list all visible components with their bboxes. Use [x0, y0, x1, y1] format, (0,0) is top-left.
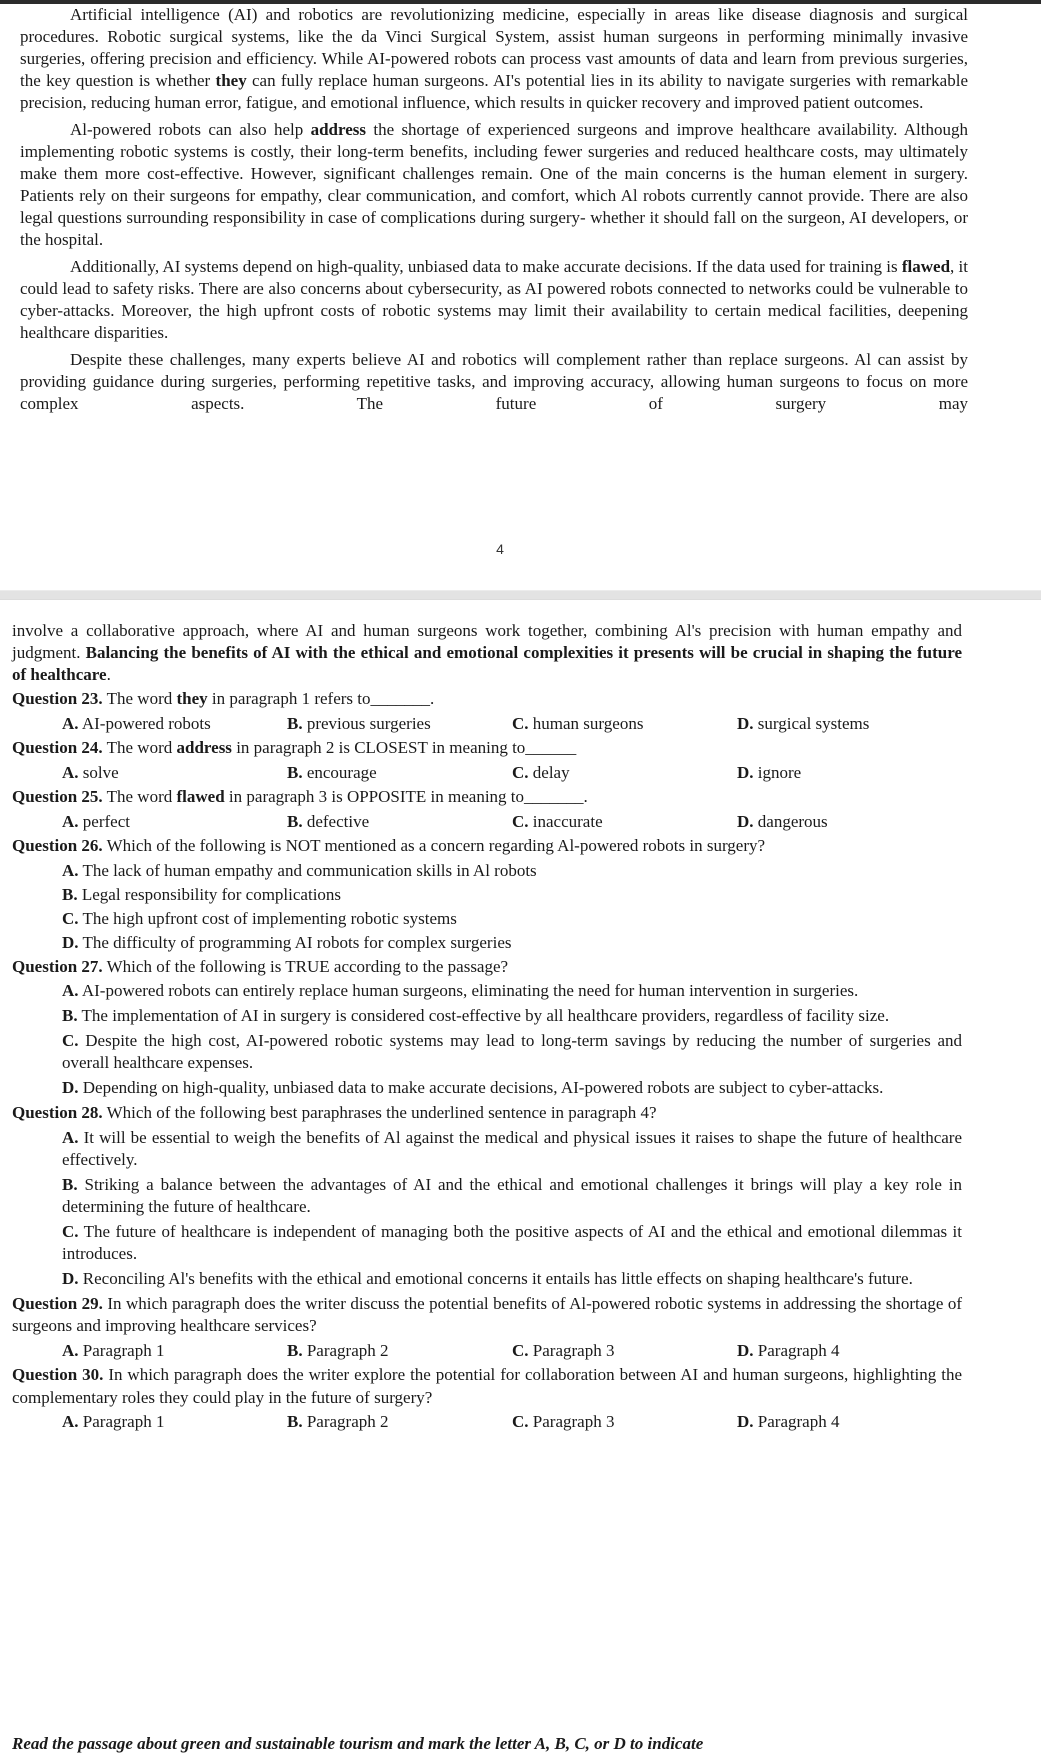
page-4: [20, 4, 968, 420]
keyword-flawed: flawed: [901, 257, 951, 276]
question-number: Question 27.: [12, 956, 103, 976]
option-b[interactable]: B. Paragraph 2: [287, 1412, 389, 1431]
option-a[interactable]: A. solve: [62, 762, 119, 782]
option-a[interactable]: A. It will be essential to weigh the benefits of Al against the medical and physical issues it raises to shape the future of healthcare effectively.: [62, 1127, 962, 1169]
option-b[interactable]: B. Paragraph 2: [287, 1340, 389, 1360]
keyword-address: address: [310, 120, 367, 139]
question-number: Question 25.: [12, 787, 103, 806]
option-a[interactable]: A. perfect: [62, 811, 130, 831]
option-a[interactable]: A. AI-powered robots: [62, 713, 211, 733]
options-row: [62, 811, 962, 834]
question-28: Question 28. Which of the following best paraphrases the underlined sentence in paragraph 4? A. It will be essential to weigh the benefits of Al against the medical and physical issues it raises to shape the future of healthcare effectively. B. Striking a balance between the advantages of AI and the ethical and emotional challenges it brings will play a key role in determining the future of healthcare. C. The future of healthcare is independent of managing both the positive aspects of AI and the ethical and emotional dilemmas it introduces. D. Reconciling Al's benefits with the ethical and emotional concerns it entails has little effects on shaping healthcare's future.: [12, 1103, 962, 1288]
option-c[interactable]: C. Paragraph 3: [512, 1412, 615, 1431]
question-number: Question 29.: [12, 1293, 103, 1313]
paragraph-2: Al-powered robots can also help address the shortage of experienced surgeons and improve healthcare availability. Although implementing robotic systems is costly, their long-term benefits, including fewer surgeries and reduced healthcare costs, may ultimately make them more cost-effective. However, significant challenges remain. One of the main concerns is the human element in surgery. Patients rely on their surgeons for empathy, clear communication, and comfort, which Al robots currently cannot provide. There are also legal questions surrounding responsibility in case of complications during surgery- whether it should fall on the surgeon, AI developers, or the hospital.: [20, 120, 968, 249]
question-number: Question 28.: [12, 1103, 103, 1122]
paragraph-4: Despite these challenges, many experts believe AI and robotics will complement rather than replace surgeons. Al can assist by providing guidance during surgeries, performing repetitive tasks, and improving accuracy, allowing human surgeons to focus on more complex aspects. The future of surgery may: [20, 350, 968, 413]
option-b[interactable]: B. previous surgeries: [287, 713, 431, 733]
option-c[interactable]: C. Despite the high cost, AI-powered robotic systems may lead to long-term savings by reducing the number of surgeries and overall healthcare expenses.: [62, 1031, 962, 1072]
option-d[interactable]: D. dangerous: [737, 811, 828, 831]
question-24: Question 24. The word address in paragraph 2 is CLOSEST in meaning to______ A. solve B. encourage C. delay D. ignore: [12, 737, 962, 784]
option-c[interactable]: C. human surgeons: [512, 713, 644, 733]
option-a[interactable]: A. AI-powered robots can entirely replace human surgeons, eliminating the need for human intervention in surgeries.: [62, 981, 859, 1000]
options-row: [62, 1411, 962, 1434]
option-d[interactable]: D. surgical systems: [737, 713, 870, 733]
option-d[interactable]: D. Depending on high-quality, unbiased data to make accurate decisions, AI-powered robots are subject to cyber-attacks.: [62, 1078, 884, 1097]
question-number: Question 23.: [12, 689, 103, 708]
option-c[interactable]: C. delay: [512, 762, 570, 782]
option-d[interactable]: D. Paragraph 4: [737, 1412, 840, 1431]
option-b[interactable]: B. Striking a balance between the advantages of AI and the ethical and emotional challenges it brings will play a key role in determining the future of healthcare.: [62, 1174, 962, 1216]
option-c[interactable]: C. The future of healthcare is independent of managing both the positive aspects of AI and the ethical and emotional dilemmas it introduces.: [62, 1221, 962, 1263]
option-d[interactable]: D. Reconciling Al's benefits with the ethical and emotional concerns it entails has little effects on shaping healthcare's future.: [62, 1268, 913, 1288]
question-number: Question 30.: [12, 1365, 104, 1384]
option-d[interactable]: D. Paragraph 4: [737, 1340, 840, 1360]
paragraph-1: Artificial intelligence (AI) and robotics are revolutionizing medicine, especially in areas like disease diagnosis and surgical procedures. Robotic surgical systems, like the da Vinci Surgical System, assist human surgeons in performing minimally invasive surgeries, offering precision and efficiency. While AI-powered robots can process vast amounts of data and learn from previous surgeries, the key question is whether they can fully replace human surgeons. AI's potential lies in its ability to navigate surgeries with remarkable precision, reducing human error, fatigue, and emotional influence, which results in quicker recovery and improved patient outcomes.: [20, 5, 968, 112]
paragraph-3: Additionally, AI systems depend on high-quality, unbiased data to make accurate decisions. If the data used for training is flawed, it could lead to safety risks. There are also concerns about cybersecurity, as AI powered robots connected to networks could be vulnerable to cyber-attacks. Moreover, the high upfront costs of robotic systems may limit their availability to certain medical facilities, deepening healthcare disparities.: [20, 257, 968, 342]
next-section-instruction: Read the passage about green and sustainable tourism and mark the letter A, B, C, or D to indicate: [12, 1734, 704, 1753]
question-number: Question 24.: [12, 738, 103, 757]
page-5: [12, 620, 962, 1436]
keyword-they: they: [215, 71, 247, 90]
option-a[interactable]: A. The lack of human empathy and communication skills in Al robots: [62, 860, 537, 880]
page-number: 4: [496, 541, 504, 557]
option-c[interactable]: C. Paragraph 3: [512, 1340, 615, 1360]
question-25: Question 25. The word flawed in paragraph 3 is OPPOSITE in meaning to_______. A. perfect B. defective C. inaccurate D. dangerous: [12, 786, 962, 833]
option-b[interactable]: B. The implementation of AI in surgery is considered cost-effective by all healthcare providers, regardless of facility size.: [62, 1006, 890, 1025]
question-number: Question 26.: [12, 836, 103, 855]
question-30: Question 30. In which paragraph does the writer explore the potential for collaboration between AI and human surgeons, highlighting the complementary roles they could play in the future of surgery? A. Paragraph 1 B. Paragraph 2 C. Paragraph 3 D. Paragraph 4: [12, 1364, 962, 1434]
option-a[interactable]: A. Paragraph 1: [62, 1412, 165, 1431]
option-b[interactable]: B. defective: [287, 811, 370, 831]
option-d[interactable]: D. ignore: [737, 762, 802, 782]
options-row: [62, 1340, 962, 1363]
question-23: Question 23. The word they in paragraph 1 refers to_______. A. AI-powered robots B. previous surgeries C. human surgeons D. surgical systems: [12, 688, 962, 735]
paragraph-4-continuation: involve a collaborative approach, where AI and human surgeons work together, combining Al's precision with human empathy and judgment. Balancing the benefits of AI with the ethical and emotional complexities it presents will be crucial in shaping the future of healthcare.: [12, 621, 962, 684]
option-a[interactable]: A. Paragraph 1: [62, 1340, 165, 1360]
option-b[interactable]: B. encourage: [287, 762, 377, 782]
options-row: [62, 713, 962, 736]
option-d[interactable]: D. The difficulty of programming AI robots for complex surgeries: [62, 932, 512, 952]
option-c[interactable]: C. inaccurate: [512, 811, 603, 831]
option-b[interactable]: B. Legal responsibility for complications: [62, 884, 342, 904]
question-27: Question 27. Which of the following is TRUE according to the passage? A. AI-powered robots can entirely replace human surgeons, eliminating the need for human intervention in surgeries. B. The implementation of AI in surgery is considered cost-effective by all healthcare providers, regardless of facility size. C. Despite the high cost, AI-powered robotic systems may lead to long-term savings by reducing the number of surgeries and overall healthcare expenses. D. Depending on high-quality, unbiased data to make accurate decisions, AI-powered robots are subject to cyber-attacks.: [12, 956, 962, 1097]
underlined-sentence: Balancing the benefits of AI with the ethical and emotional complexities it presents will be crucial in shaping the future of healthcare: [12, 643, 962, 684]
question-29: Question 29. In which paragraph does the writer discuss the potential benefits of Al-powered robotic systems in addressing the shortage of surgeons and improving healthcare services? A. Paragraph 1 B. Paragraph 2 C. Paragraph 3 D. Paragraph 4: [12, 1293, 962, 1363]
question-26: Question 26. Which of the following is NOT mentioned as a concern regarding Al-powered robots in surgery? A. The lack of human empathy and communication skills in Al robots B. Legal responsibility for complications C. The high upfront cost of implementing robotic systems D. The difficulty of programming AI robots for complex surgeries: [12, 835, 962, 954]
options-row: [62, 762, 962, 785]
page-break: [0, 590, 1041, 600]
option-c[interactable]: C. The high upfront cost of implementing robotic systems: [62, 908, 457, 928]
